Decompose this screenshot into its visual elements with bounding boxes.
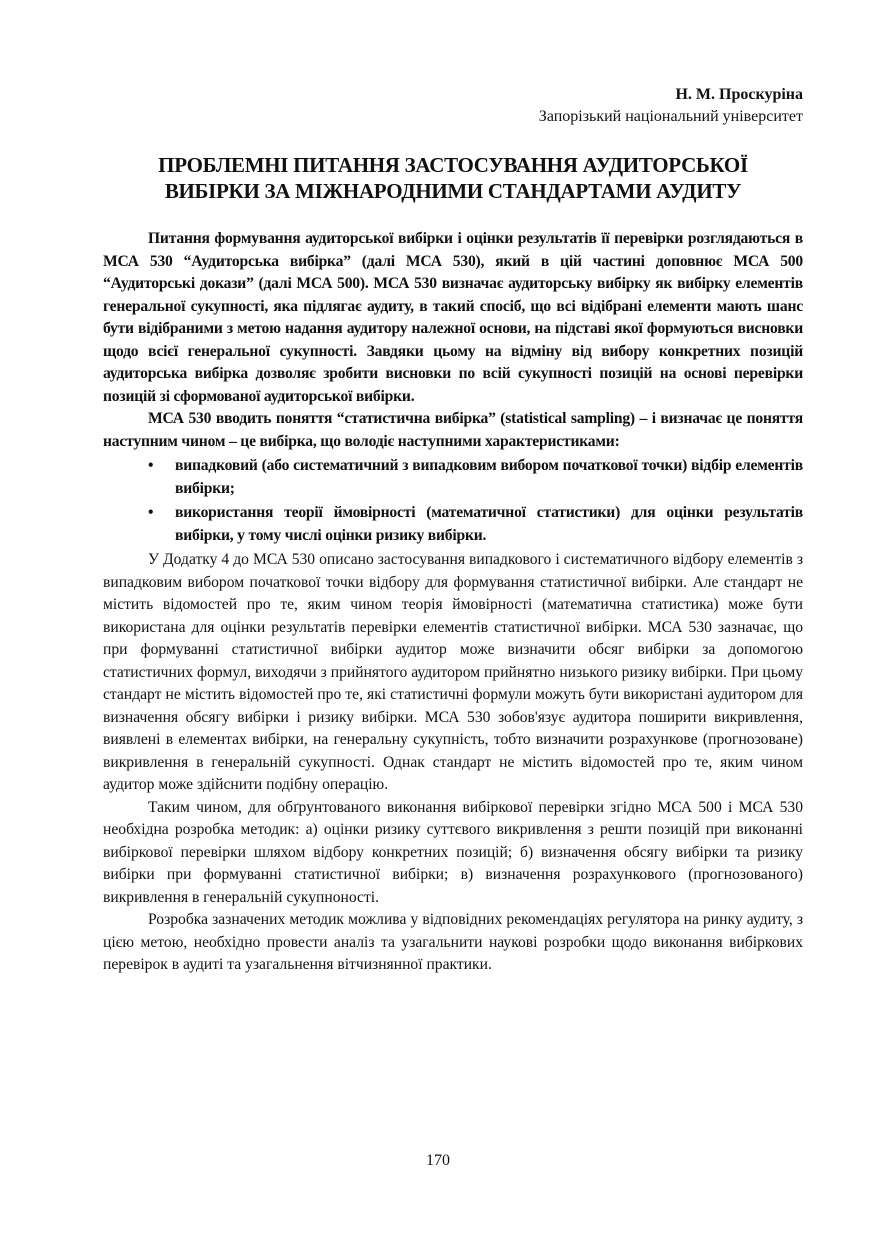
paragraph-5: Розробка зазначених методик можлива у відповідних рекомендаціях регулятора на ринку аудиту, з цією метою, необхідно провести аналіз та узагальнити наукові розробки щодо виконання вибіркових перевірок в аудиті та узагальнення вітчизнянної практики. (103, 911, 803, 973)
title-line-2: ВИБІРКИ ЗА МІЖНАРОДНИМИ СТАНДАРТАМИ АУДИТУ (164, 179, 742, 203)
bullet-icon: • (148, 457, 154, 474)
author-name: Н. М. Проскуріна (675, 86, 803, 103)
title-line-1: ПРОБЛЕМНІ ПИТАННЯ ЗАСТОСУВАННЯ АУДИТОРСЬКОЇ (158, 153, 748, 177)
paragraph-1: Питання формування аудиторської вибірки і оцінки результатів її перевірки розглядаються в МСА 530 “Аудиторська вибірка” (далі МСА 530), який в цій частині доповнює МСА 500 “Аудиторські докази” (далі МСА 500). МСА 530 визначає аудиторську вибірку як вибірку елементів генеральної сукупності, яка підлягає аудиту, в такий спосіб, що всі відібрані елементи мають шанс бути відібраними з метою надання аудитору належної основи, на підставі якої формуються висновки щодо всієї генеральної сукупності. Завдяки цьому на відміну від вибору конкретних позицій аудиторська вибірка дозволяє зробити висновки по всій сукупності позицій на основі перевірки позицій зі сформованої аудиторської вибірки. (103, 230, 803, 405)
paragraph-4: Таким чином, для обґрунтованого виконання вибіркової перевірки згідно МСА 500 і МСА 530 необхідна розробка методик: а) оцінки ризику суттєвого викривлення з решти позицій при виконанні вибіркової перевірки шляхом відбору конкретних позицій; б) визначення обсягу вибірки та ризику вибірки при формуванні статистичної вибірки; в) визначення розрахункового (прогнозованого) викривлення в генеральній сукупноності. (103, 798, 803, 906)
characteristics-list (103, 455, 803, 547)
list-item (148, 502, 803, 547)
article-title (103, 152, 803, 204)
paragraph-3: У Додатку 4 до МСА 530 описано застосування випадкового і систематичного відбору елементів з випадковим вибором початкової точки відбору для формування статистичної вибірки. Але стандарт не містить відомостей про те, яким чином теорія ймовірності (математична статистика) може бути використана для оцінки результатів перевірки елементів статистичної вибірки. МСА 530 зазначає, що при формуванні статистичної вибірки аудитор може визначити обсяг вибірки за допомогою статистичних формул, виходячи з прийнятого аудитором прийнятно низького ризику вибірки. При цьому стандарт не містить відомостей про те, які статистичні формули можуть бути використані аудитором для визначення обсягу вибірки і ризику вибірки. МСА 530 зобов'язує аудитора поширити викривлення, виявлені в елементах вибірки, на генеральну сукупність, тобто визначити розрахункове (прогнозоване) викривлення в генеральній сукупності. Однак стандарт не містить відомостей про те, яким чином аудитор може здійснити подібну операцію. (103, 551, 803, 793)
paragraph-2: МСА 530 вводить поняття “статистична вибірка” (statistical sampling) – і визначає це поняття наступним чином – це вибірка, що володіє наступними характеристиками: (103, 410, 803, 450)
list-item-text: використання теорії ймовірності (математичної статистики) для оцінки результатів вибірки, у тому числі оцінки ризику вибірки. (175, 504, 803, 544)
page-number: 170 (426, 1152, 450, 1169)
bullet-icon: • (148, 504, 154, 521)
document-page (103, 84, 803, 977)
author-affiliation: Запорізький національний університет (538, 108, 803, 125)
article-body (103, 228, 803, 977)
list-item-text: випадковий (або систематичний з випадковим вибором початкової точки) відбір елементів вибірки; (175, 457, 803, 497)
list-item (148, 455, 803, 500)
